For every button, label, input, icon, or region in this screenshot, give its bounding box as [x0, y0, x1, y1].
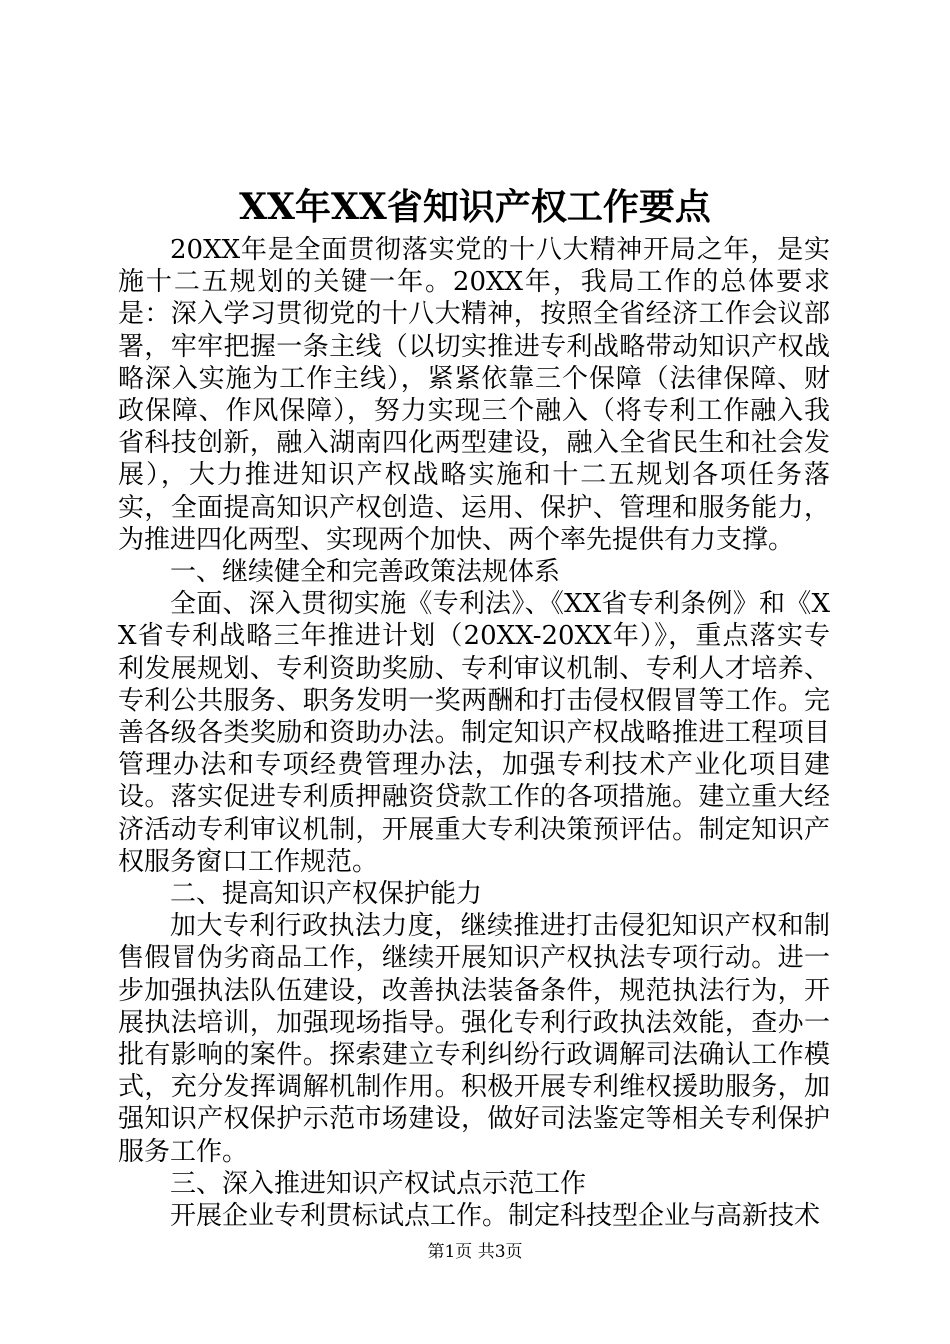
- section-heading-1: 一、继续健全和完善政策法规体系: [170, 557, 561, 588]
- document-body: [118, 234, 830, 1232]
- paragraph-section-2: 加大专利行政执法力度，继续推进打击侵犯知识产权和制售假冒伪劣商品工作，继续开展知识产权执法专项行动。进一步加强执法队伍建设，改善执法装备条件，规范执法行为，开展执法培训，加强现场指导。强化专利行政执法效能，查办一批有影响的案件。探索建立专利纠纷行政调解司法确认工作模式，充分发挥调解机制作用。积极开展专利维权援助服务，加强知识产权保护示范市场建设，做好司法鉴定等相关专利保护服务工作。: [118, 911, 830, 1167]
- paragraph-section-3: 开展企业专利贯标试点工作。制定科技型企业与高新技术: [170, 1201, 821, 1232]
- section-heading-2: 二、提高知识产权保护能力: [170, 879, 483, 910]
- section-heading-3: 三、深入推进知识产权试点示范工作: [170, 1168, 587, 1199]
- page-footer: 第1页 共3页: [427, 1242, 523, 1262]
- paragraph-intro: 20XX年是全面贯彻落实党的十八大精神开局之年，是实施十二五规划的关键一年。20XX年，我局工作的总体要求是：深入学习贯彻党的十八大精神，按照全省经济工作会议部署，牢牢把握一条主线（以切实推进专利战略带动知识产权战略深入实施为工作主线），紧紧依靠三个保障（法律保障、财政保障、作风保障），努力实现三个融入（将专利工作融入我省科技创新，融入湖南四化两型建设，融入全省民生和社会发展），大力推进知识产权战略实施和十二五规划各项任务落实，全面提高知识产权创造、运用、保护、管理和服务能力，为推进四化两型、实现两个加快、两个率先提供有力支撑。: [118, 235, 830, 555]
- paragraph-section-1: 全面、深入贯彻实施《专利法》、《XX省专利条例》和《XX省专利战略三年推进计划（20XX-20XX年）》，重点落实专利发展规划、专利资助奖励、专利审议机制、专利人才培养、专利公共服务、职务发明一奖两酬和打击侵权假冒等工作。完善各级各类奖励和资助办法。制定知识产权战略推进工程项目管理办法和专项经费管理办法，加强专利技术产业化项目建设。落实促进专利质押融资贷款工作的各项措施。建立重大经济活动专利审议机制，开展重大专利决策预评估。制定知识产权服务窗口工作规范。: [118, 589, 830, 877]
- document-title: XX年XX省知识产权工作要点: [239, 186, 711, 228]
